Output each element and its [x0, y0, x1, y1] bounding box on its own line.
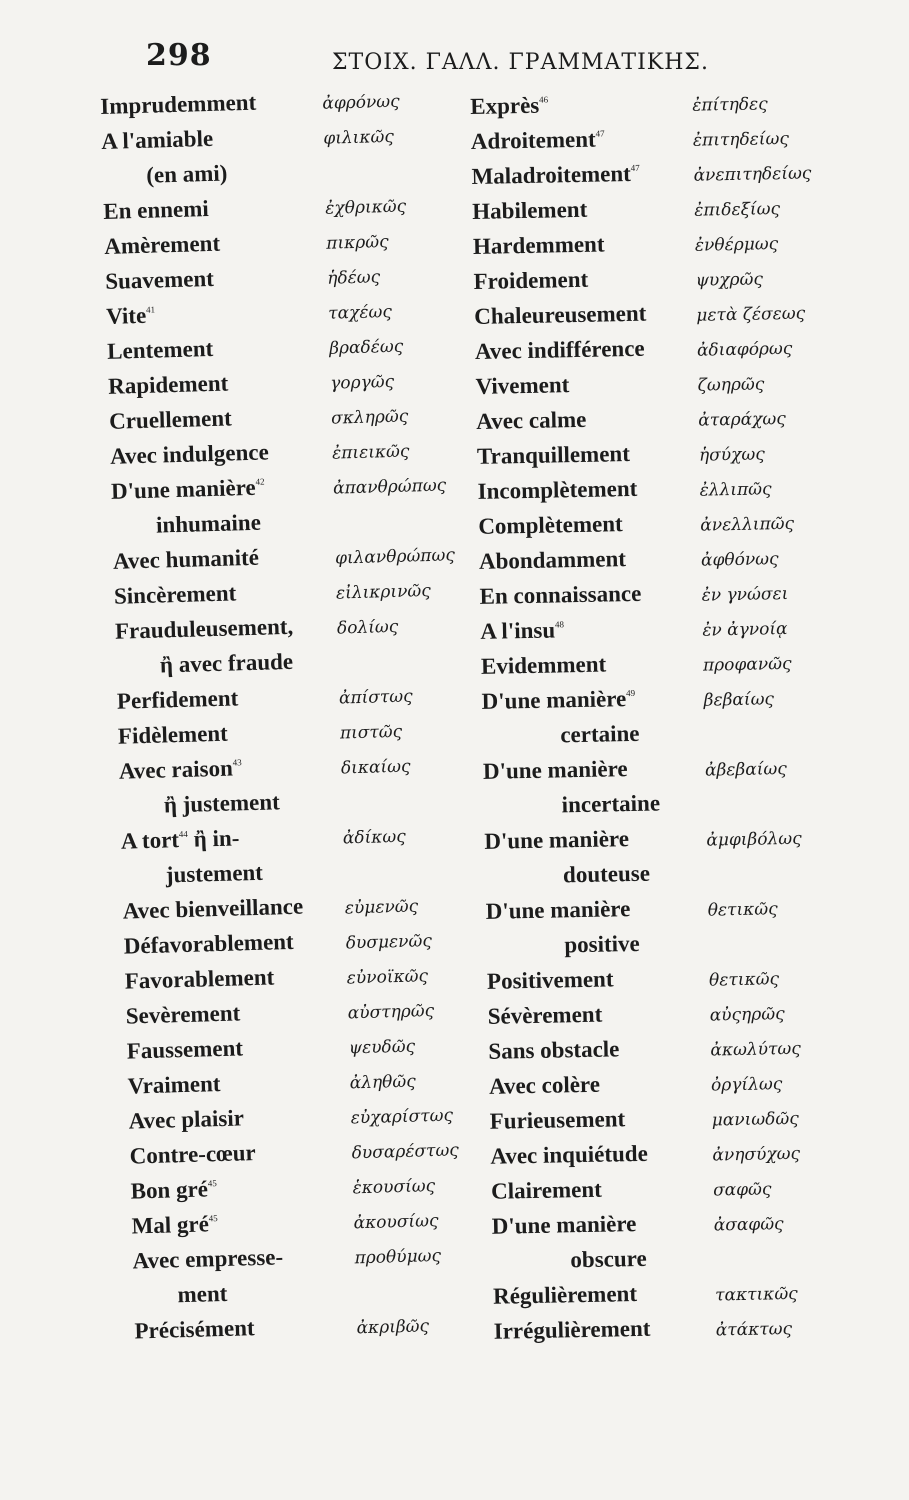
greek-term: βεβαίως: [703, 689, 775, 711]
greek-term: ἀβεβαίως: [704, 759, 788, 781]
french-text: Mal gré: [131, 1211, 210, 1239]
french-text: Complètement: [478, 511, 623, 539]
french-text: Avec empresse-: [132, 1244, 284, 1274]
greek-term: εὐνοϊκῶς: [346, 966, 429, 989]
greek-term: πιστῶς: [339, 721, 403, 744]
french-term: [476, 407, 587, 435]
french-term: [117, 685, 239, 714]
greek-term: γοργῶς: [329, 371, 395, 394]
french-term: [494, 1316, 651, 1345]
french-text: D'une manière: [491, 1211, 637, 1239]
greek-term: προφανῶς: [702, 653, 792, 676]
french-text: Incomplètement: [477, 475, 638, 504]
greek-term: εὐχαρίστως: [350, 1105, 454, 1129]
french-term: [487, 1002, 602, 1030]
french-term: [473, 267, 588, 295]
french-term: [118, 721, 229, 750]
french-text: Clairement: [490, 1176, 603, 1204]
french-text: douteuse: [562, 860, 651, 888]
french-text: Perfidement: [116, 685, 239, 714]
french-text: Frauduleusement,: [114, 613, 294, 644]
french-term: [129, 1140, 256, 1170]
greek-term: ἑκουσίως: [352, 1176, 436, 1199]
french-term: [107, 336, 214, 365]
greek-term: ὀργίλως: [710, 1074, 783, 1096]
french-term: [122, 894, 303, 925]
french-term: [479, 546, 626, 575]
french-text: A l'amiable: [100, 125, 214, 154]
french-term: [115, 614, 294, 645]
french-text: Avec bienveillance: [122, 893, 304, 924]
french-term: [477, 441, 630, 470]
french-text: positive: [564, 930, 640, 958]
french-term: [493, 1281, 637, 1310]
greek-term: ἀνεπιτηδείως: [693, 163, 812, 186]
french-term: [472, 197, 587, 225]
greek-term: ἐπίτηδες: [692, 94, 768, 116]
french-text: incertaine: [561, 790, 661, 818]
french-term: [111, 475, 265, 505]
footnote-marker: 47: [630, 162, 640, 173]
french-text: Exprès: [470, 92, 540, 119]
french-term: [492, 1211, 637, 1240]
greek-term: ἐλλιπῶς: [699, 479, 772, 501]
greek-term: ψυχρῶς: [695, 269, 764, 291]
french-text: obscure: [570, 1245, 647, 1273]
french-text: Positivement: [486, 966, 614, 994]
french-term: [100, 90, 257, 120]
french-text: En connaissance: [479, 580, 642, 609]
french-term: [121, 860, 263, 890]
french-text: ἢ justement: [163, 789, 281, 818]
french-term: [490, 1141, 648, 1170]
french-text: Irrégulièrement: [493, 1315, 651, 1344]
french-text: Evidemment: [480, 651, 607, 679]
french-term: [479, 581, 641, 610]
footnote-marker: 43: [232, 757, 242, 768]
french-text: Sincèrement: [113, 580, 237, 609]
french-text: Régulièrement: [492, 1281, 638, 1309]
french-term: [125, 1000, 240, 1029]
greek-term: ἀκουσίως: [353, 1210, 439, 1234]
greek-term: μανιωδῶς: [711, 1108, 799, 1131]
french-term: [492, 1246, 647, 1275]
french-term: [481, 686, 635, 715]
french-text-continued: ἢ in-: [187, 825, 240, 852]
french-text: Précisément: [134, 1315, 255, 1344]
french-term: [485, 861, 650, 890]
greek-term: ἀκριβῶς: [356, 1316, 430, 1339]
greek-term: προθύμως: [354, 1245, 442, 1269]
greek-term: ἀπίστως: [338, 686, 413, 709]
french-term: [130, 1176, 217, 1204]
greek-term: ἀπανθρώπως: [332, 475, 447, 499]
greek-term: πικρῶς: [325, 232, 389, 254]
french-term: [488, 1036, 619, 1065]
french-term: [121, 825, 240, 854]
french-term: [475, 336, 645, 365]
french-text: Défavorablement: [123, 928, 294, 959]
french-term: [475, 372, 569, 400]
greek-term: ἀδίκως: [342, 826, 407, 849]
french-term: [482, 721, 640, 750]
page-number: 298: [146, 38, 212, 73]
french-term: [124, 964, 274, 994]
french-text: Avec colère: [488, 1071, 601, 1099]
french-text: Amèrement: [103, 230, 221, 259]
french-text: Sévèrement: [487, 1001, 603, 1029]
french-text: (en ami): [145, 160, 228, 188]
french-term: [474, 301, 647, 330]
french-text: Suavement: [104, 265, 215, 294]
french-text: Avec indifférence: [474, 335, 645, 364]
french-term: [473, 231, 605, 260]
greek-term: σκληρῶς: [330, 406, 409, 429]
left-column: [100, 83, 515, 1353]
greek-term: εἰλικρινῶς: [335, 580, 432, 604]
french-term: [491, 1177, 602, 1205]
french-term: [477, 476, 637, 505]
french-text: D'une manière: [484, 826, 630, 854]
greek-term: φιλανθρώπως: [334, 545, 456, 569]
greek-term: ἀδιαφόρως: [696, 338, 793, 361]
french-term: [104, 231, 220, 260]
french-term: [127, 1071, 221, 1100]
french-term: [105, 266, 214, 295]
french-text: Froidement: [473, 266, 589, 294]
french-text: Tranquillement: [476, 440, 631, 469]
french-term: [112, 510, 261, 540]
page-header: [0, 38, 909, 78]
french-term: [483, 756, 628, 785]
french-term: [116, 649, 294, 680]
french-text: Hardemment: [472, 231, 605, 259]
footnote-marker: 45: [208, 1213, 218, 1224]
french-term: [123, 929, 294, 960]
greek-term: ἀληθῶς: [349, 1071, 417, 1094]
french-term: [119, 755, 243, 784]
french-term: [133, 1281, 228, 1310]
french-term: [489, 1106, 625, 1135]
french-text: Habilement: [472, 196, 588, 224]
greek-term: ἀνελλιπῶς: [700, 513, 795, 536]
greek-term: ταχέως: [327, 301, 393, 324]
french-text: Fidèlement: [117, 720, 229, 749]
french-term: [101, 126, 213, 155]
greek-term: ἀταράχως: [698, 408, 787, 431]
french-term: [102, 160, 228, 189]
french-text: Imprudemment: [100, 89, 257, 119]
french-term: [103, 196, 209, 225]
footnote-marker: 49: [626, 687, 636, 699]
french-term: [487, 966, 614, 994]
french-text: ment: [177, 1280, 228, 1308]
greek-term: ψευδῶς: [348, 1036, 416, 1059]
greek-term: ἐν ἀγνοίᾳ: [702, 619, 788, 641]
greek-term: δυσαρέστως: [351, 1140, 460, 1164]
french-text: Avec inquiétude: [490, 1140, 648, 1169]
greek-term: δικαίως: [340, 756, 411, 779]
french-text: Vite: [105, 302, 147, 329]
french-text: ἢ avec fraude: [159, 648, 294, 678]
french-text: Cruellement: [108, 405, 233, 434]
greek-term: ἐχθρικῶς: [325, 196, 407, 219]
greek-term: ἀτάκτως: [715, 1319, 793, 1341]
running-title: ΣΤΟΙΧ. ΓΑΛΛ. ΓΡΑΜΜΑΤΙΚΗΣ.: [332, 50, 709, 75]
greek-term: θετικῶς: [708, 969, 780, 991]
french-text: Chaleureusement: [474, 300, 647, 329]
french-text: Furieusement: [489, 1106, 626, 1134]
footnote-marker: 42: [255, 476, 265, 487]
greek-term: ἐπιδεξίως: [694, 199, 781, 221]
french-text: Lentement: [106, 335, 214, 364]
french-text: Abondamment: [478, 546, 627, 574]
greek-term: ἡδέως: [326, 267, 381, 289]
french-term: [126, 1035, 243, 1064]
french-term: [120, 789, 281, 819]
french-term: [486, 931, 640, 960]
french-term: [481, 651, 607, 679]
french-term: [106, 303, 156, 330]
greek-term: ἀκωλύτως: [710, 1038, 801, 1061]
french-term: [114, 580, 237, 609]
french-text: D'une manière: [481, 686, 627, 714]
french-text: Sevèrement: [125, 1000, 241, 1029]
french-text: Maladroitement: [471, 160, 632, 189]
french-text: Avec humanité: [112, 544, 260, 574]
french-term: [480, 617, 564, 645]
french-term: [134, 1315, 255, 1344]
french-term: [128, 1105, 244, 1134]
french-text: Vivement: [475, 372, 570, 399]
greek-term: αὐςηρῶς: [709, 1004, 785, 1026]
french-term: [132, 1244, 283, 1274]
french-term: [131, 1211, 218, 1239]
french-text: En ennemi: [102, 196, 210, 224]
greek-term: δολίως: [336, 616, 399, 639]
french-text: Sans obstacle: [488, 1036, 620, 1064]
french-text: Avec plaisir: [128, 1105, 245, 1134]
greek-term: ἡσύχως: [698, 444, 765, 466]
french-term: [110, 439, 269, 469]
french-text: Bon gré: [130, 1176, 209, 1204]
french-text: A tort: [120, 827, 180, 854]
french-text: Avec calme: [476, 406, 587, 434]
french-term: [470, 93, 548, 120]
footnote-marker: 41: [145, 304, 156, 315]
french-text: A l'insu: [480, 617, 556, 644]
french-term: [489, 1072, 600, 1100]
greek-term: ἀφθόνως: [700, 549, 779, 571]
greek-term: ζωηρῶς: [697, 374, 765, 396]
french-text: Favorablement: [124, 964, 275, 994]
greek-term: βραδέως: [328, 336, 404, 359]
french-text: Adroitement: [470, 126, 596, 154]
footnote-marker: 46: [539, 94, 549, 105]
french-text: certaine: [560, 720, 640, 748]
greek-term: ἐπιτηδείως: [692, 128, 790, 151]
greek-term: ἐπιεικῶς: [331, 441, 410, 464]
french-text: D'une manière: [482, 756, 628, 784]
greek-term: ἐν γνώσει: [701, 583, 789, 606]
right-column: [470, 87, 874, 1354]
french-term: [485, 896, 630, 925]
greek-term: αὐστηρῶς: [347, 1001, 435, 1024]
french-term: [109, 405, 232, 434]
greek-term: ἀφρόνως: [322, 91, 400, 114]
french-text: Vraiment: [127, 1071, 221, 1099]
greek-term: σαφῶς: [712, 1179, 772, 1201]
footnote-marker: 48: [554, 619, 565, 630]
footnote-marker: 45: [207, 1178, 217, 1189]
french-term: [108, 371, 229, 400]
french-text: justement: [165, 859, 264, 888]
french-text: Contre-cœur: [129, 1140, 257, 1169]
greek-term: εὐμενῶς: [344, 896, 419, 919]
french-text: D'une manière: [110, 474, 256, 504]
greek-term: ἀσαφῶς: [713, 1214, 784, 1236]
greek-term: μετὰ ζέσεως: [696, 303, 806, 326]
french-text: inhumaine: [155, 509, 262, 538]
french-term: [471, 161, 640, 190]
french-term: [484, 826, 629, 855]
greek-term: ἐνθέρμως: [694, 234, 779, 256]
greek-term: τακτικῶς: [714, 1283, 798, 1306]
french-text: Avec raison: [118, 755, 234, 784]
french-text: Avec indulgence: [109, 439, 270, 469]
vocab-entry: [494, 1311, 875, 1353]
footnote-marker: 47: [595, 128, 605, 139]
french-term: [113, 545, 260, 575]
french-term: [471, 126, 605, 155]
french-text: Rapidement: [107, 370, 229, 399]
french-term: [483, 790, 660, 819]
greek-term: ἀνησύχως: [712, 1143, 801, 1166]
greek-term: ἀμφιβόλως: [706, 828, 802, 851]
greek-term: θετικῶς: [707, 899, 778, 921]
french-text: Faussement: [126, 1035, 244, 1064]
footnote-marker: 44: [178, 828, 188, 840]
french-text: D'une manière: [485, 896, 631, 924]
french-term: [478, 511, 623, 540]
greek-term: φιλικῶς: [323, 126, 395, 149]
greek-term: δυσμενῶς: [345, 931, 433, 954]
